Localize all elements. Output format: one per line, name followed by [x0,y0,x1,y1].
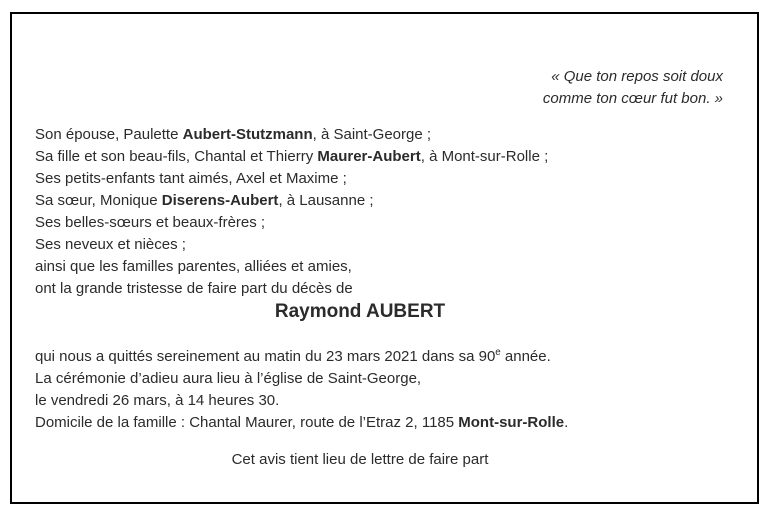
family-line: ont la grande tristesse de faire part du décès de [35,280,353,297]
ceremony-details [35,346,685,434]
deceased-name: Raymond AUBERT [274,301,446,322]
family-line: Sa fille et son beau-fils, Chantal et Thierry Maurer-Aubert, à Mont-sur-Rolle ; [35,148,549,165]
epitaph-quote [543,66,723,110]
family-list [35,124,685,300]
family-line: Sa sœur, Monique Diserens-Aubert, à Lausanne ; [35,192,374,209]
family-line: Son épouse, Paulette Aubert-Stutzmann, à Saint-George ; [35,126,432,143]
bold-place: Mont-sur-Rolle [458,414,565,431]
epitaph-quote-line: « Que ton repos soit doux [551,68,723,85]
family-line: ainsi que les familles parentes, alliées et amies, [35,258,352,275]
family-line: Ses belles-sœurs et beaux-frères ; [35,214,266,231]
ceremony-line: le vendredi 26 mars, à 14 heures 30. [35,392,280,409]
ceremony-line: qui nous a quittés sereinement au matin du 23 mars 2021 dans sa 90e année. [35,347,551,365]
family-line: Ses neveux et nièces ; [35,236,186,253]
family-line: Ses petits-enfants tant aimés, Axel et Maxime ; [35,170,347,187]
superscript-e: e [495,347,501,358]
bold-surname: Aubert-Stutzmann [182,126,313,143]
ceremony-line: Domicile de la famille : Chantal Maurer, route de l’Etraz 2, 1185 Mont-sur-Rolle. [35,414,569,431]
ceremony-line: La cérémonie d’adieu aura lieu à l’église de Saint-George, [35,370,422,387]
closing-line: Cet avis tient lieu de lettre de faire part [231,451,489,468]
epitaph-quote-line: comme ton cœur fut bon. » [542,90,723,107]
bold-surname: Diserens-Aubert [161,192,279,209]
bold-surname: Maurer-Aubert [317,148,421,165]
